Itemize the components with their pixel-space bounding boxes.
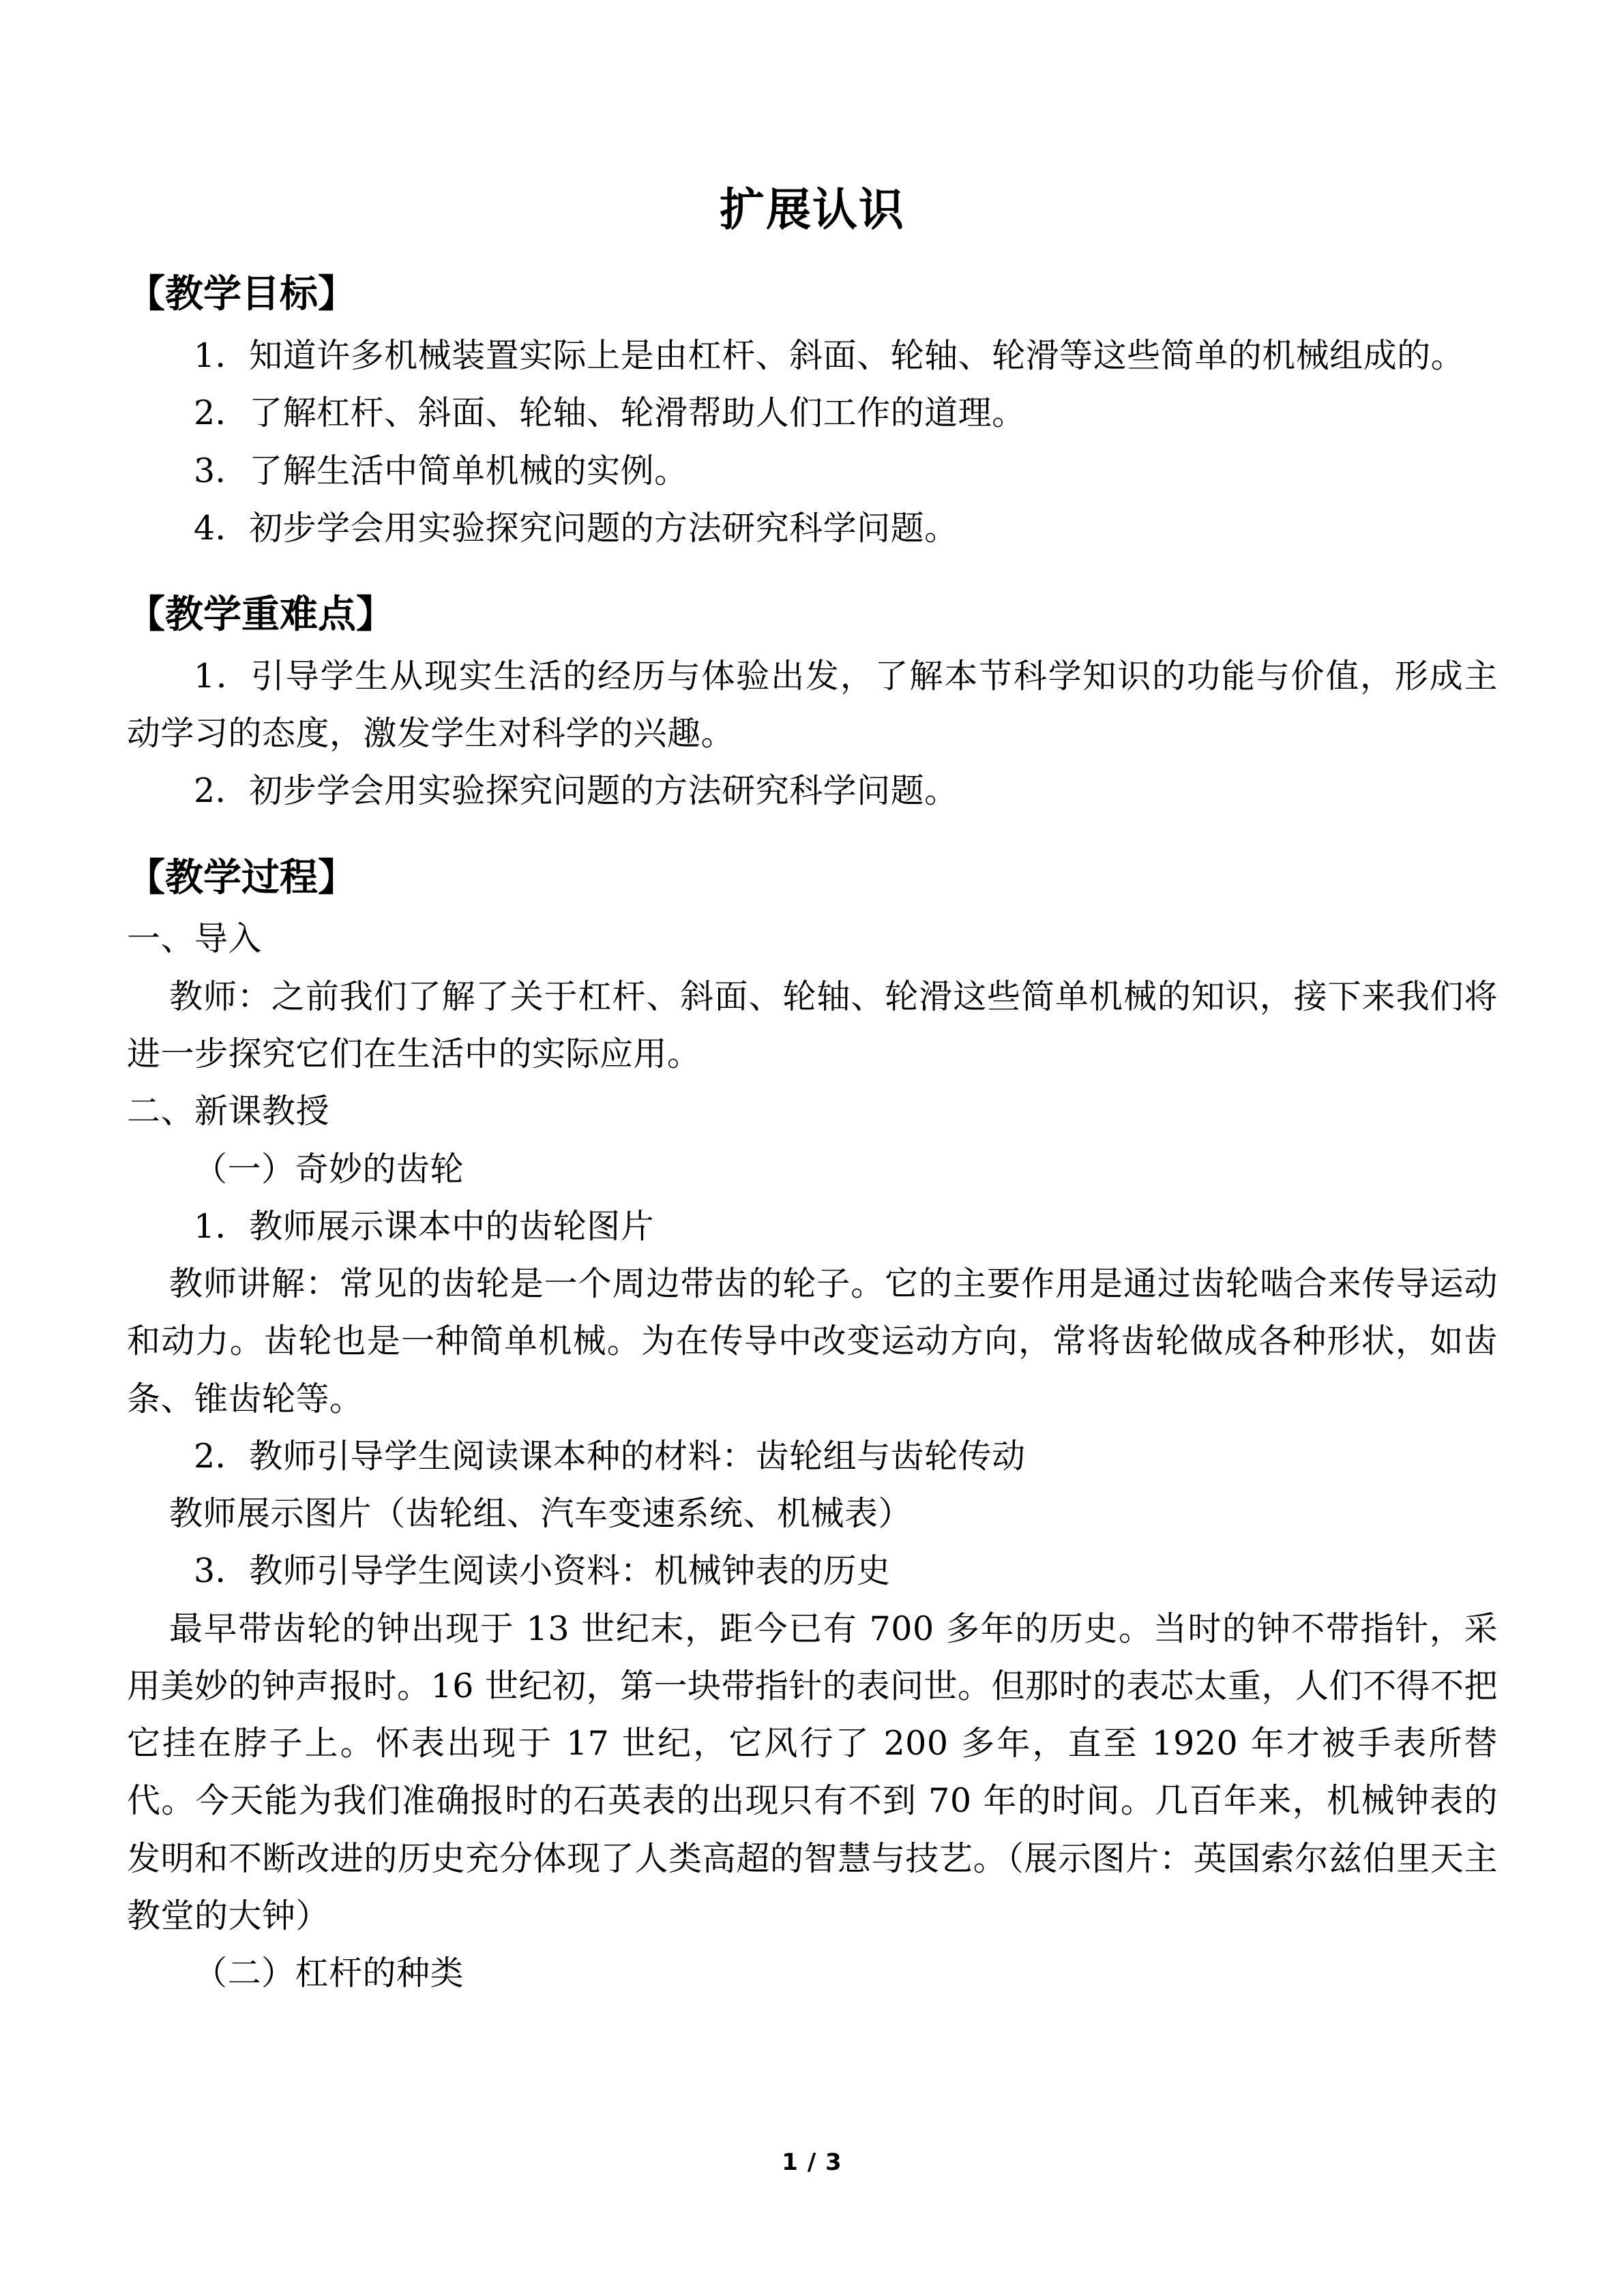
key-point-item-2: 2．初步学会用实验探究问题的方法研究科学问题。 bbox=[194, 771, 958, 811]
process-subsection-two-label: （二）杠杆的种类 bbox=[194, 1954, 464, 1993]
section-heading-objectives: 【教学目标】 bbox=[127, 272, 356, 317]
page-title: 扩展认识 bbox=[720, 183, 905, 236]
process-subsection-one-label: （一）奇妙的齿轮 bbox=[194, 1149, 464, 1189]
section-heading-process: 【教学过程】 bbox=[127, 855, 356, 900]
process-step-3-label: 3．教师引导学生阅读小资料：机械钟表的历史 bbox=[194, 1551, 891, 1591]
objective-item-3: 3．了解生活中简单机械的实例。 bbox=[194, 451, 688, 490]
process-step-3-text: 最早带齿轮的钟出现于 13 世纪末，距今已有 700 多年的历史。当时的钟不带指针，采用美妙的钟声报时。16 世纪初，第一块带指针的表问世。但那时的表芯太重，人们不得不把它挂在脖子上。怀表出现于 17 世纪，它风行了 200 多年，直至 1920 年才被手表所替代。今天能为我们准确报时的石英表的出现只有不到 70 年的时间。几百年来，机械钟表的发明和不断改进的历史充分体现了人类高超的智慧与技艺。（展示图片：英国索尔兹伯里天主教堂的大钟） bbox=[127, 1609, 1498, 1935]
objective-item-1: 1．知道许多机械装置实际上是由杠杆、斜面、轮轴、轮滑等这些简单的机械组成的。 bbox=[194, 336, 1465, 375]
process-part-one-label: 一、导入 bbox=[127, 919, 263, 959]
process-step-2-label: 2．教师引导学生阅读课本种的材料：齿轮组与齿轮传动 bbox=[194, 1436, 1026, 1476]
objective-item-4: 4．初步学会用实验探究问题的方法研究科学问题。 bbox=[194, 508, 958, 548]
page-footer: 1 / 3 bbox=[782, 2149, 842, 2176]
process-step-1-label: 1．教师展示课本中的齿轮图片 bbox=[194, 1206, 655, 1246]
document-body bbox=[127, 0, 1498, 2002]
section-heading-key-points: 【教学重难点】 bbox=[127, 593, 394, 638]
process-step-2-text: 教师展示图片（齿轮组、汽车变速系统、机械表） bbox=[169, 1494, 913, 1534]
process-part-two-label: 二、新课教授 bbox=[127, 1092, 330, 1131]
process-intro-text: 教师：之前我们了解了关于杠杆、斜面、轮轴、轮滑这些简单机械的知识，接下来我们将进一步探究它们在生活中的实际应用。 bbox=[127, 976, 1498, 1073]
key-point-item-1: 1．引导学生从现实生活的经历与体验出发，了解本节科学知识的功能与价值，形成主动学习的态度，激发学生对科学的兴趣。 bbox=[127, 656, 1498, 754]
objective-item-2: 2．了解杠杆、斜面、轮轴、轮滑帮助人们工作的道理。 bbox=[194, 393, 1026, 433]
process-step-1-text: 教师讲解：常见的齿轮是一个周边带齿的轮子。它的主要作用是通过齿轮啮合来传导运动和动力。齿轮也是一种简单机械。为在传导中改变运动方向，常将齿轮做成各种形状，如齿条、锥齿轮等。 bbox=[127, 1264, 1498, 1418]
